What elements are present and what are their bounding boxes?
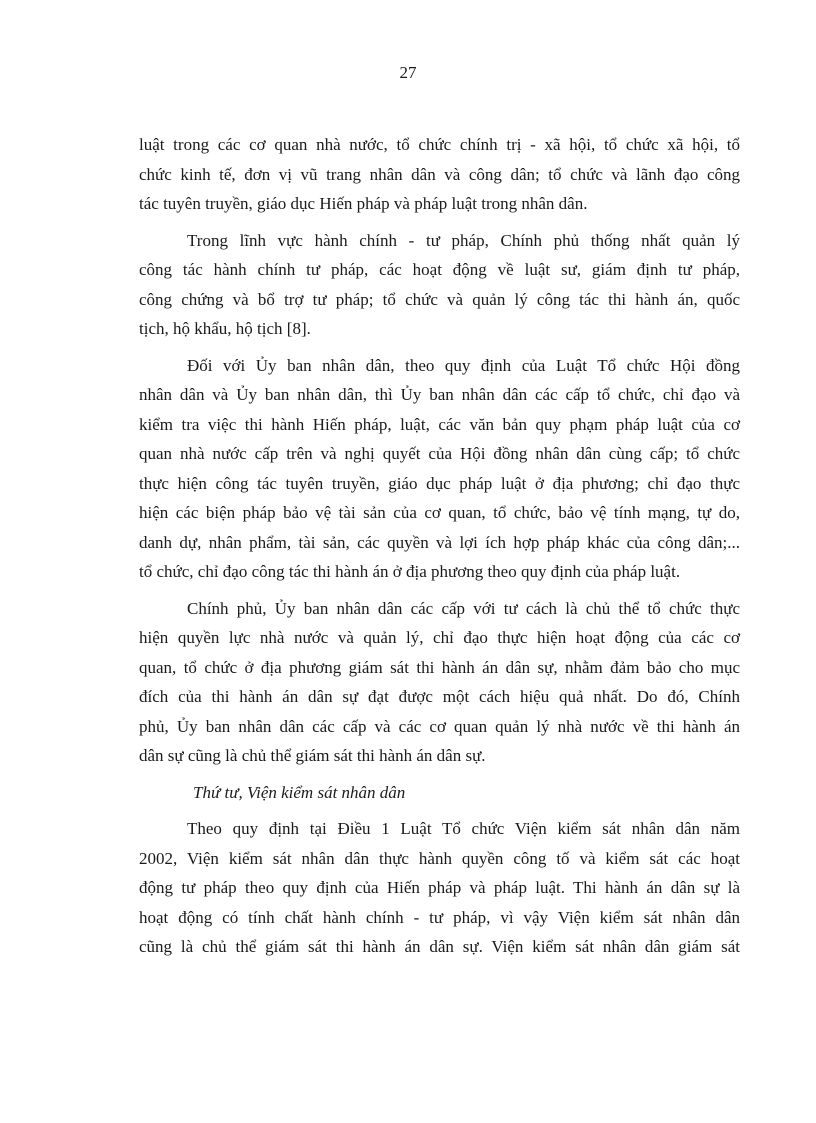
text-line: Đối với Ủy ban nhân dân, theo quy định của Luật Tổ chức Hội đồng (187, 355, 740, 375)
text-line: hiện các biện pháp bảo vệ tài sản của cơ quan, tổ chức, bảo vệ tính mạng, tự do, (139, 503, 740, 522)
text-line: tịch, hộ khẩu, hộ tịch [8]. (139, 319, 311, 338)
text-line: tác tuyên truyền, giáo dục Hiến pháp và pháp luật trong nhân dân. (139, 194, 588, 213)
text-line: hiện quyền lực nhà nước và quản lý, chỉ đạo thực hiện hoạt động của các cơ (139, 628, 740, 647)
text-line: Trong lĩnh vực hành chính - tư pháp, Chính phủ thống nhất quản lý (187, 230, 740, 250)
text-line: kiểm tra việc thi hành Hiến pháp, luật, các văn bản quy phạm pháp luật của cơ (139, 414, 740, 434)
text-line: nhân dân và Ủy ban nhân dân, thì Ủy ban nhân dân các cấp tổ chức, chỉ đạo và (139, 385, 740, 404)
text-line: Chính phủ, Ủy ban nhân dân các cấp với tư cách là chủ thể tổ chức thực (187, 598, 740, 618)
text-line: chức kinh tế, đơn vị vũ trang nhân dân và công dân; tổ chức và lãnh đạo công (139, 164, 740, 184)
paragraph-administrative-judicial (139, 226, 740, 344)
text-line: động tư pháp theo quy định của Hiến pháp và pháp luật. Thi hành án dân sự là (139, 878, 740, 897)
text-line: luật trong các cơ quan nhà nước, tổ chức chính trị - xã hội, tổ chức xã hội, tổ (139, 135, 740, 154)
paragraph-procuracy (139, 814, 740, 962)
text-line: công chứng và bổ trợ tư pháp; tổ chức và quản lý công tác thi hành án, quốc (139, 289, 740, 309)
document-body (139, 130, 740, 969)
text-line: phủ, Ủy ban nhân dân các cấp và các cơ quan quản lý nhà nước về thi hành án (139, 716, 740, 736)
text-line: công tác hành chính tư pháp, các hoạt động về luật sư, giám định tư pháp, (139, 260, 740, 279)
text-line: danh dự, nhân phẩm, tài sản, các quyền và lợi ích hợp pháp khác của công dân;... (139, 532, 740, 552)
text-line: đích của thi hành án dân sự đạt được một cách hiệu quả nhất. Do đó, Chính (139, 687, 740, 706)
page-number: 27 (399, 63, 417, 82)
paragraph-continuation (139, 130, 740, 219)
text-line: thực hiện công tác tuyên truyền, giáo dục pháp luật ở địa phương; chỉ đạo thực (139, 473, 740, 493)
section-heading: Thứ tư, Viện kiểm sát nhân dân (193, 782, 406, 802)
paragraph-peoples-committee (139, 351, 740, 587)
text-line: dân sự cũng là chủ thể giám sát thi hành án dân sự. (139, 746, 486, 765)
text-line: quan nhà nước cấp trên và nghị quyết của Hội đồng nhân dân cùng cấp; tổ chức (139, 444, 740, 463)
text-line: quan, tổ chức ở địa phương giám sát thi hành án dân sự, nhằm đảm bảo cho mục (139, 657, 740, 677)
text-line: Theo quy định tại Điều 1 Luật Tổ chức Viện kiểm sát nhân dân năm (187, 819, 740, 838)
text-line: 2002, Viện kiểm sát nhân dân thực hành quyền công tố và kiểm sát các hoạt (139, 848, 740, 868)
text-line: cũng là chủ thể giám sát thi hành án dân sự. Viện kiểm sát nhân dân giám sát (139, 937, 740, 956)
text-line: hoạt động có tính chất hành chính - tư pháp, vì vậy Viện kiểm sát nhân dân (139, 907, 740, 927)
text-line: tổ chức, chỉ đạo công tác thi hành án ở địa phương theo quy định của pháp luật. (139, 562, 681, 581)
paragraph-government-supervision (139, 594, 740, 771)
